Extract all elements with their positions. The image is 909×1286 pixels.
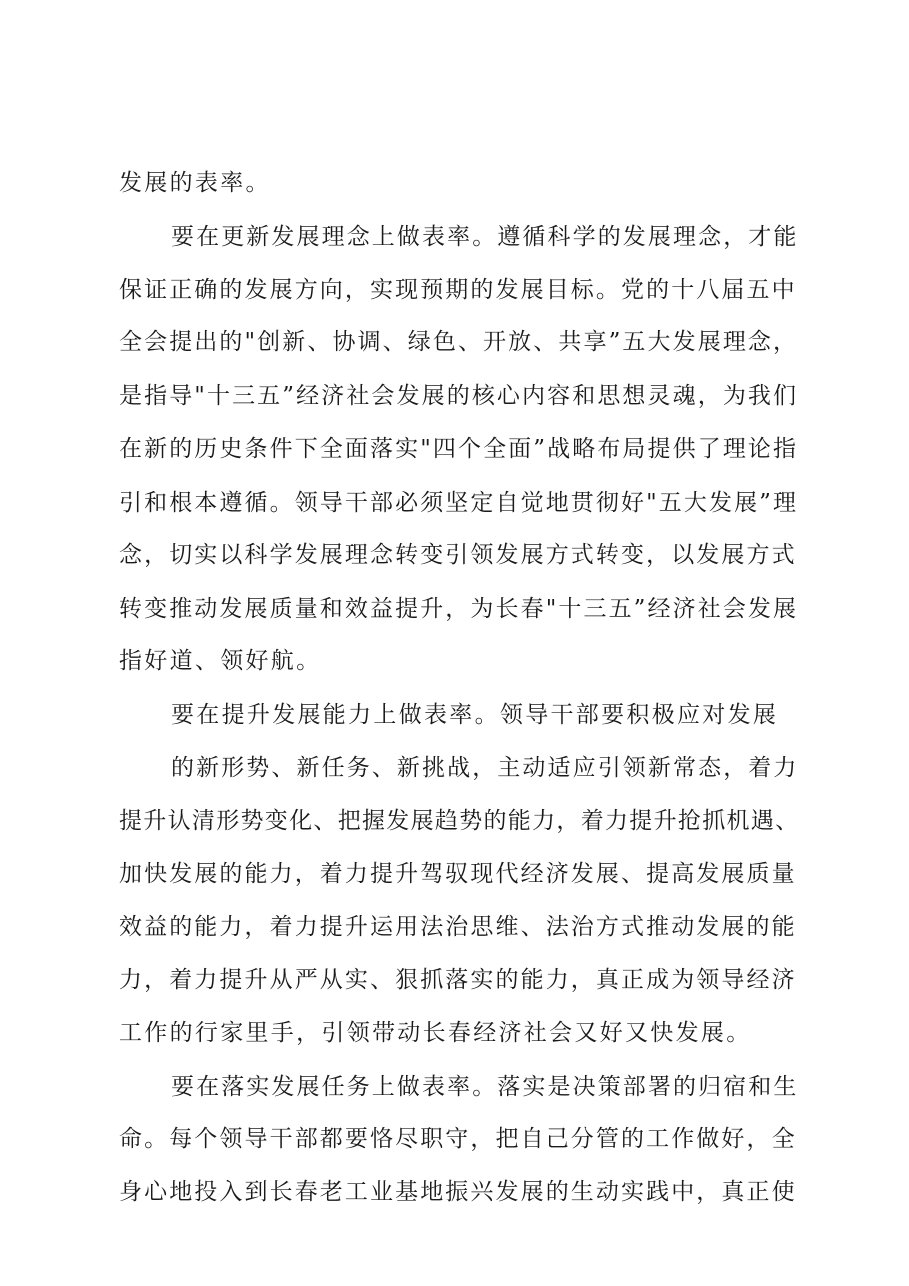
text-line: 加快发展的能力，着力提升驾驭现代经济发展、提高发展质量: [119, 861, 797, 887]
text-line: 念，切实以科学发展理念转变引领发展方式转变，以发展方式: [119, 542, 797, 568]
text-line: 身心地投入到长春老工业基地振兴发展的生动实践中，真正使: [119, 1179, 797, 1205]
text-line: 转变推动发展质量和效益提升，为长春"十三五”经济社会发展: [119, 596, 799, 622]
text-line: 在新的历史条件下全面落实"四个全面”战略布局提供了理论指: [119, 436, 799, 462]
text-line: 是指导"十三五”经济社会发展的核心内容和思想灵魂，为我们: [119, 383, 799, 409]
text-line: 力，着力提升从严从实、狠抓落实的能力，真正成为领导经济: [119, 967, 797, 993]
text-line: 提升认清形势变化、把握发展趋势的能力，着力提升抢抓机遇、: [119, 808, 800, 834]
text-line: 命。每个领导干部都要恪尽职守，把自己分管的工作做好，全: [119, 1126, 797, 1152]
text-line: 全会提出的"创新、协调、绿色、开放、共享”五大发展理念，: [119, 329, 799, 355]
text-line: 发展的表率。: [119, 170, 271, 196]
text-line: 工作的行家里手，引领带动长春经济社会又好又快发展。: [119, 1020, 752, 1046]
text-line: 引和根本遵循。领导干部必须坚定自觉地贯彻好"五大发展”理: [119, 490, 799, 516]
text-line: 要在更新发展理念上做表率。遵循科学的发展理念，才能: [171, 224, 799, 250]
text-line: 要在提升发展能力上做表率。领导干部要积极应对发展: [171, 702, 779, 728]
text-line: 的新形势、新任务、新挑战，主动适应引领新常态，着力: [171, 755, 799, 781]
text-line: 保证正确的发展方向，实现预期的发展目标。党的十八届五中: [119, 277, 797, 303]
text-line: 指好道、领好航。: [119, 648, 322, 674]
text-line: 效益的能力，着力提升运用法治思维、法治方式推动发展的能: [119, 914, 797, 940]
text-line: 要在落实发展任务上做表率。落实是决策部署的归宿和生: [171, 1074, 799, 1100]
